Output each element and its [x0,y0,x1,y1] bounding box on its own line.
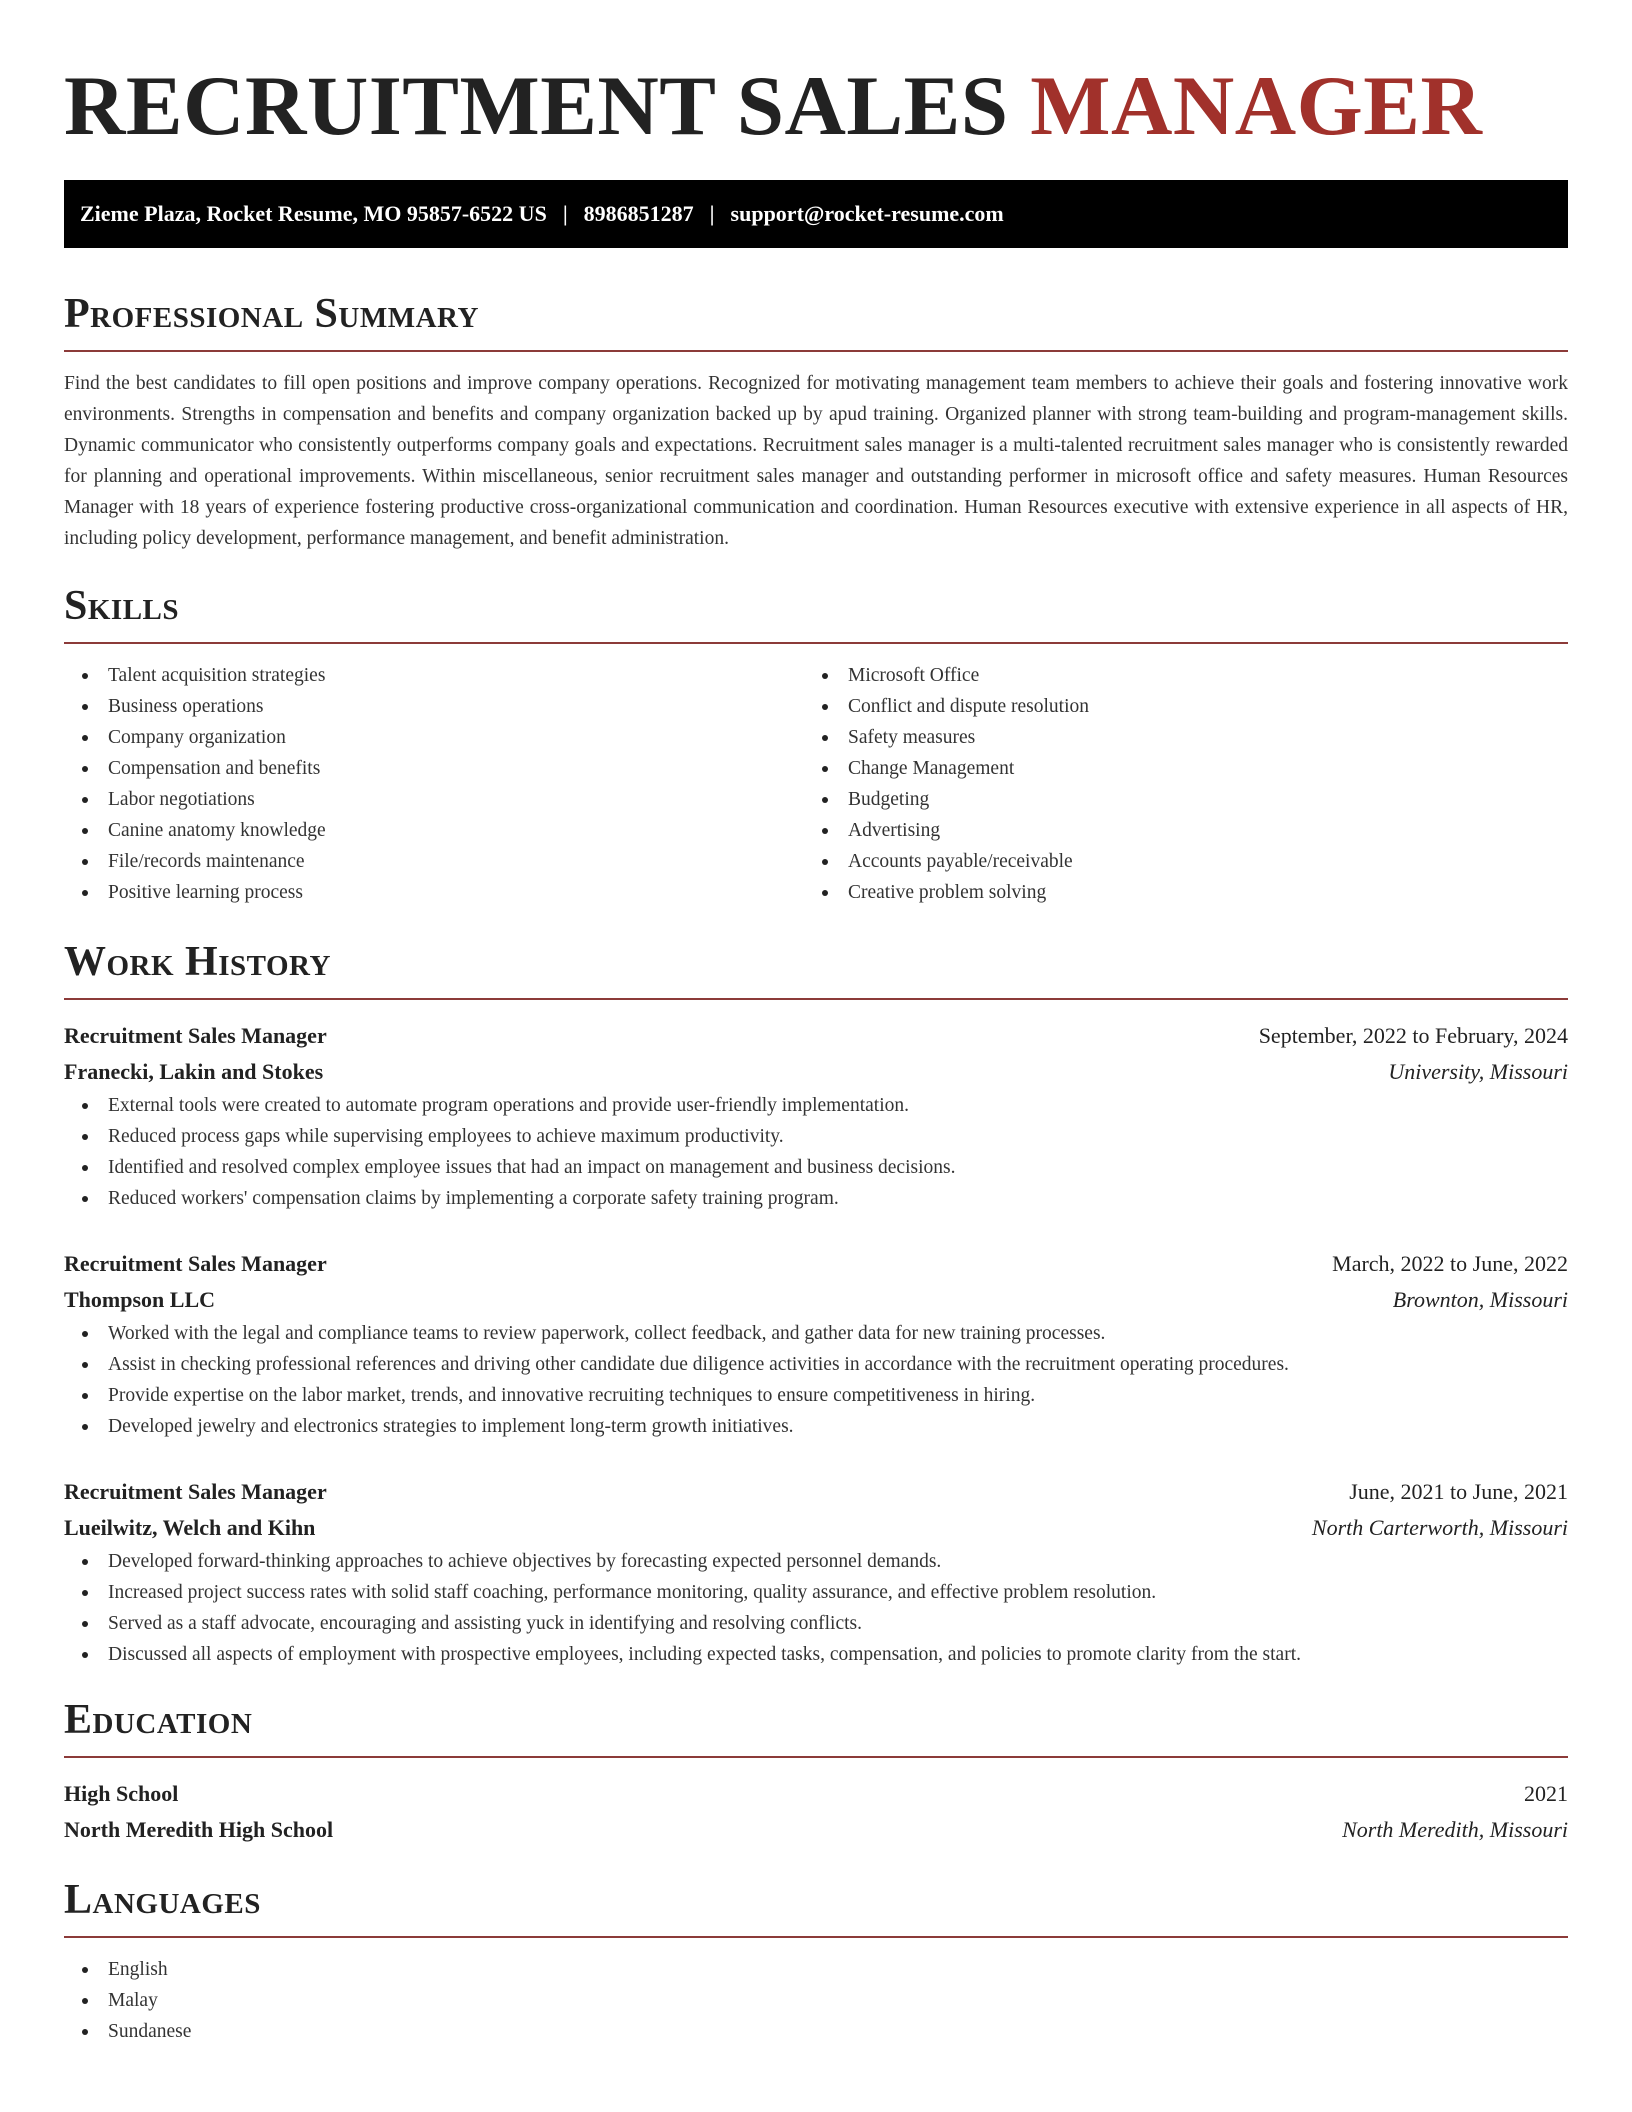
education-location: North Meredith, Missouri [1342,1817,1568,1842]
education-header-row [64,1776,1568,1812]
skills-heading: Skills [64,583,180,629]
job-bullet: Identified and resolved complex employee issues that had an impact on management and business decisions. [64,1152,1568,1183]
language-item: Malay [64,1985,1568,2016]
summary-heading: Professional Summary [64,291,479,337]
education-heading: Education [64,1697,253,1743]
job-bullet: Reduced workers' compensation claims by implementing a corporate safety training program. [64,1183,1568,1214]
skill-item: File/records maintenance [64,846,804,877]
resume-page [64,0,1568,2047]
education-entry [64,1776,1568,1848]
job-bullet: Reduced process gaps while supervising employees to achieve maximum productivity. [64,1121,1568,1152]
skill-item: Canine anatomy knowledge [64,815,804,846]
contact-separator: | [709,201,715,226]
skill-item: Advertising [804,815,1544,846]
job-bullet: Assist in checking professional references and driving other candidate due diligence activities in accordance with the recruitment operating procedures. [64,1349,1568,1380]
title-accent: MANAGER [1030,59,1483,153]
job-header-row [64,1474,1568,1510]
education-year: 2021 [1524,1781,1568,1806]
job-dates: March, 2022 to June, 2022 [1332,1251,1568,1276]
contact-address: Zieme Plaza, Rocket Resume, MO 95857-6522 US [80,201,547,226]
skill-item: Microsoft Office [804,660,1544,691]
education-section [64,1696,1568,1848]
job-bullet: Provide expertise on the labor market, trends, and innovative recruiting techniques to ensure competitiveness in hiring. [64,1380,1568,1411]
skill-item: Creative problem solving [804,877,1544,908]
job-company: Lueilwitz, Welch and Kihn [64,1515,316,1540]
resume-title [64,56,1568,156]
work-heading: Work History [64,939,331,985]
skill-item: Change Management [804,753,1544,784]
job-title: Recruitment Sales Manager [64,1023,327,1048]
skill-item: Compensation and benefits [64,753,804,784]
job-location: North Carterworth, Missouri [1311,1515,1568,1540]
section-divider [64,998,1568,1000]
languages-list [64,1954,1568,2047]
contact-phone: 8986851287 [583,201,694,226]
skill-item: Positive learning process [64,877,804,908]
skill-item: Talent acquisition strategies [64,660,804,691]
skill-item: Labor negotiations [64,784,804,815]
job-subheader-row [64,1054,1568,1090]
education-degree: High School [64,1781,179,1806]
skill-item: Budgeting [804,784,1544,815]
job-company: Thompson LLC [64,1287,216,1312]
job-location: Brownton, Missouri [1392,1287,1568,1312]
skills-right-column [804,660,1544,908]
job-bullets [64,1090,1568,1214]
contact-separator: | [562,201,568,226]
skill-item: Company organization [64,722,804,753]
job-bullet: Discussed all aspects of employment with prospective employees, including expected tasks, compensation, and policies to promote clarity from the start. [64,1639,1568,1670]
job-header-row [64,1018,1568,1054]
skill-item: Business operations [64,691,804,722]
skills-columns [64,660,1568,908]
job-subheader-row [64,1282,1568,1318]
summary-section [64,290,1568,554]
education-subheader-row [64,1812,1568,1848]
job-entry [64,1018,1568,1214]
language-item: Sundanese [64,2016,1568,2047]
title-main: RECRUITMENT SALES [64,59,1009,153]
language-item: English [64,1954,1568,1985]
work-section [64,938,1568,1670]
job-bullet: Served as a staff advocate, encouraging and assisting yuck in identifying and resolving conflicts. [64,1608,1568,1639]
contact-email: support@rocket-resume.com [730,201,1004,226]
job-entry [64,1474,1568,1670]
contact-bar [64,180,1568,248]
skill-item: Accounts payable/receivable [804,846,1544,877]
section-divider [64,350,1568,352]
job-dates: June, 2021 to June, 2021 [1349,1479,1568,1504]
skill-item: Conflict and dispute resolution [804,691,1544,722]
job-entry [64,1246,1568,1442]
job-company: Franecki, Lakin and Stokes [64,1059,324,1084]
section-divider [64,1756,1568,1758]
job-bullet: Developed forward-thinking approaches to achieve objectives by forecasting expected personnel demands. [64,1546,1568,1577]
skills-section [64,582,1568,908]
job-title: Recruitment Sales Manager [64,1479,327,1504]
skills-left-column [64,660,804,908]
job-subheader-row [64,1510,1568,1546]
job-bullets [64,1546,1568,1670]
education-school: North Meredith High School [64,1817,334,1842]
job-bullet: External tools were created to automate program operations and provide user-friendly implementation. [64,1090,1568,1121]
job-bullet: Worked with the legal and compliance teams to review paperwork, collect feedback, and gather data for new training processes. [64,1318,1568,1349]
job-title: Recruitment Sales Manager [64,1251,327,1276]
job-bullet: Increased project success rates with solid staff coaching, performance monitoring, quality assurance, and effective problem resolution. [64,1577,1568,1608]
job-bullets [64,1318,1568,1442]
languages-heading: Languages [64,1877,261,1923]
section-divider [64,1936,1568,1938]
summary-text: Find the best candidates to fill open positions and improve company operations. Recognized for motivating management team members to achieve their goals and fostering innovative work environments. Strengths in compensation and benefits and company organization backed up by apud training. Organized planner with strong team-building and program-management skills. Dynamic communicator who consistently outperforms company goals and expectations. Recruitment sales manager is a multi-talented recruitment sales manager who is consistently rewarded for planning and operational improvements. Within miscellaneous, senior recruitment sales manager and outstanding performer in microsoft office and safety measures. Human Resources Manager with 18 years of experience fostering productive cross-organizational communication and coordination. Human Resources executive with extensive experience in all aspects of HR, including policy development, performance management, and benefit administration. [64,373,1568,549]
job-location: University, Missouri [1388,1059,1568,1084]
skill-item: Safety measures [804,722,1544,753]
section-divider [64,642,1568,644]
job-header-row [64,1246,1568,1282]
job-dates: September, 2022 to February, 2024 [1258,1023,1568,1048]
job-bullet: Developed jewelry and electronics strategies to implement long-term growth initiatives. [64,1411,1568,1442]
languages-section [64,1876,1568,2047]
